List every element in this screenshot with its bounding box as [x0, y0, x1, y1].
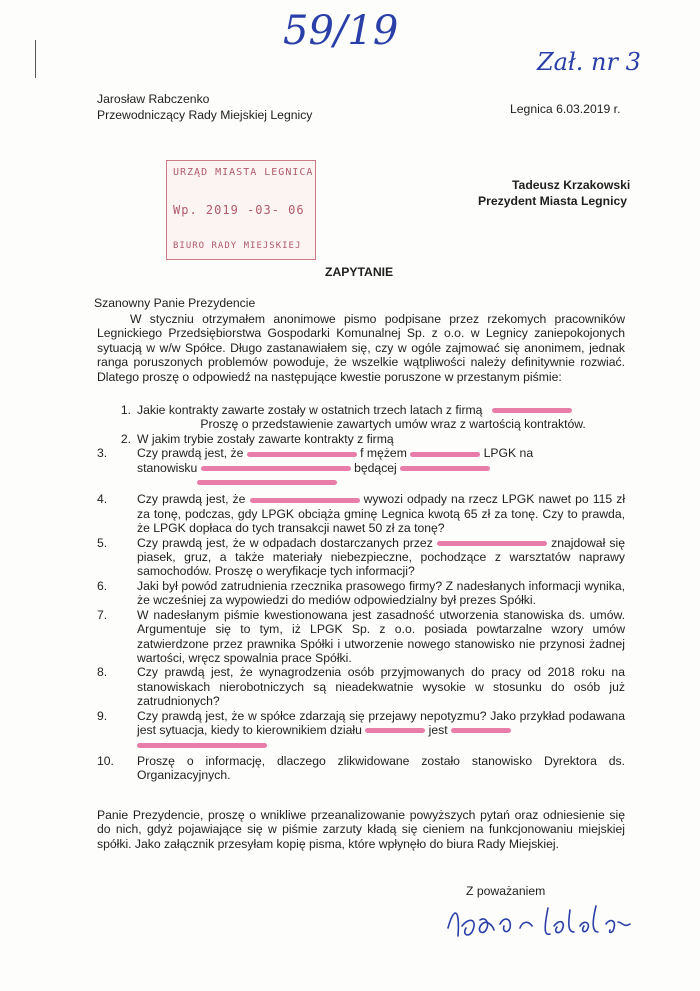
- questions-list: [97, 403, 625, 783]
- question-2: [97, 432, 625, 446]
- redaction-mark: [400, 466, 490, 471]
- question-number: 6.: [97, 578, 108, 593]
- recipient-role: Prezydent Miasta Legnicy: [478, 194, 628, 208]
- recipient-name: Tadeusz Krzakowski: [512, 178, 631, 192]
- sender-name: Jarosław Rabczenko: [97, 92, 210, 106]
- stamp-line-3: BIURO RADY MIEJSKIEJ: [173, 241, 302, 251]
- question-number: 7.: [97, 607, 108, 622]
- question-number: 1.: [120, 403, 131, 417]
- closing-paragraph: Panie Prezydencie, proszę o wnikliwe przeanalizowanie powyższych pytań oraz odniesienie się do nich, gdyż pojawiające się w piśmie zarzuty kładą się cieniem na funkcjonowaniu miejskiej spółki. Jako załącznik przesyłam kopię pisma, które wpłynęło do biura Rady Miejskiej.: [97, 808, 625, 851]
- handwritten-attachment-note: Zał. nr 3: [537, 48, 641, 76]
- question-text: Czy prawdą jest, że: [137, 492, 246, 507]
- question-text: LPGK na: [483, 446, 534, 461]
- redaction-mark: [137, 743, 267, 748]
- question-text: W nadesłanym piśmie kwestionowana jest zasadność utworzenia stanowiska ds. umów. Argumentuje się to tym, iż LPGK Sp. z o.o. posiada powtarzalne wzory umów zatwierdzone przez prawnika Spółki i utworzenie nowego stanowisko nie przynosi żadnej wartości, wręcz spowalnia prace Spółki.: [137, 607, 625, 665]
- question-text: będącej: [354, 460, 397, 475]
- handwritten-signature: [440, 898, 640, 948]
- question-8: [97, 665, 625, 708]
- question-text: Czy prawdą jest, że w odpadach dostarczanych przez: [137, 535, 433, 550]
- document-title: ZAPYTANIE: [325, 265, 394, 279]
- question-number: 2.: [120, 431, 131, 446]
- regards: Z poważaniem: [466, 884, 546, 898]
- question-number: 5.: [97, 535, 108, 550]
- redaction-mark: [157, 423, 197, 428]
- question-6: [97, 579, 625, 608]
- question-number: 3.: [97, 446, 108, 461]
- intro-paragraph: W styczniu otrzymałem anonimowe pismo podpisane przez rzekomych pracowników Legnickiego Przedsiębiorstwa Gospodarki Komunalnej Sp. z o.o. w Legnicy zaniepokojonych sytuacją w w/w Spółce. Długo zastanawiałem się, czy w ogóle zajmować się anonimem, jednak ranga poruszonych problemów powoduje, że wszelkie wątpliwości należy definitywnie rozwiać. Dlatego proszę o odpowiedź na następujące kwestie poruszone w przestanym piśmie:: [97, 312, 625, 384]
- question-text: Proszę o przedstawienie zawartych umów wraz z wartością kontraktów.: [200, 417, 586, 432]
- redaction-mark: [250, 498, 360, 503]
- question-text: stanowisku: [137, 460, 198, 475]
- redaction-mark: [247, 452, 357, 457]
- redaction-mark: [492, 408, 572, 413]
- margin-mark: [35, 40, 36, 78]
- question-4: [97, 492, 625, 535]
- place-date: Legnica 6.03.2019 r.: [510, 102, 621, 116]
- question-number: 9.: [97, 708, 108, 723]
- sender-role: Przewodniczący Rady Miejskiej Legnicy: [97, 108, 313, 122]
- question-5: [97, 536, 625, 579]
- salutation: Szanowny Panie Prezydencie: [94, 296, 256, 310]
- question-text: jest: [428, 722, 448, 737]
- registry-stamp: [166, 160, 316, 260]
- redaction-mark: [197, 480, 337, 485]
- question-text: wywozi odpady na rzecz LPGK nawet po 115 zł za tonę, podczas, gdy LPGK obciąża gminę Legnica kwotą 65 zł za tonę. Czy to prawda, że LPGK dopłaca do tych transakcji nawet 50 zł za tonę?: [137, 492, 626, 536]
- question-text: Czy prawdą jest, że w spółce zdarzają się przejawy nepotyzmu? Jako przykład podawana jest sytuacja, kiedy to kierownikiem działu: [137, 708, 625, 737]
- question-number: 4.: [97, 492, 108, 507]
- question-text: W jakim trybie zostały zawarte kontrakty z firmą: [137, 431, 394, 446]
- question-number: 8.: [97, 665, 108, 680]
- question-1: [97, 403, 625, 432]
- question-text: Czy prawdą jest, że: [137, 446, 244, 461]
- redaction-mark: [410, 452, 480, 457]
- question-10: [97, 754, 625, 783]
- question-text: Jaki był powód zatrudnienia rzecznika prasowego firmy? Z nadesłanych informacji wynika, że wcześniej za wypowiedzi do mediów odpowiedzialny był prezes Spółki.: [137, 578, 625, 608]
- redaction-mark: [451, 728, 511, 733]
- question-9: [97, 709, 625, 752]
- redaction-mark: [201, 466, 351, 471]
- question-number: 10.: [97, 753, 114, 768]
- question-text: Jakie kontrakty zawarte zostały w ostatnich trzech latach z firmą: [137, 403, 483, 417]
- redaction-mark: [365, 728, 425, 733]
- stamp-line-2: Wp. 2019 -03- 06: [173, 203, 305, 217]
- redaction-mark: [437, 541, 547, 546]
- question-3: [97, 446, 625, 489]
- question-text: Czy prawdą jest, że wynagrodzenia osób przyjmowanych do pracy od 2018 roku na stanowiskach nierobotniczych są nieadekwatnie wysokie w stosunku do osób już zatrudnionych?: [137, 665, 625, 709]
- question-text: f mężem: [360, 446, 407, 461]
- question-text: znajdował się piasek, gruz, a także materiały niebezpieczne, pochodzące z warsztatów naprawy samochodów. Proszę o weryfikacje tych informacji?: [137, 535, 626, 579]
- question-7: [97, 608, 625, 666]
- handwritten-ref-number: 59/19: [283, 8, 399, 54]
- question-text: Proszę o informację, dlaczego zlikwidowane zostało stanowisko Dyrektora ds. Organizacyjnych.: [137, 753, 625, 783]
- stamp-line-1: URZĄD MIASTA LEGNICA: [173, 167, 314, 178]
